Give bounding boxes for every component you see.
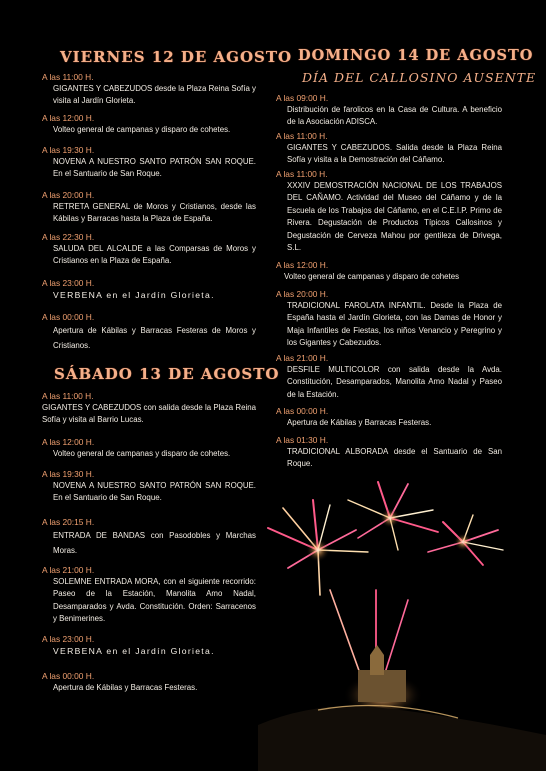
event-desc: Apertura de Kábilas y Barracas Festeras. (53, 683, 198, 692)
event-time: A las 11:00 H. (276, 169, 328, 179)
event-time: A las 20:15 H. (42, 517, 95, 527)
event-desc: SALUDA DEL ALCALDE a las Comparsas de Moros y Cristianos en la Plaza de España. (53, 244, 256, 266)
sunday-event-5 (276, 289, 502, 350)
saturday-event-7 (42, 671, 256, 694)
event-time: A las 11:00 H. (42, 391, 94, 401)
event-time: A las 20:00 H. (276, 289, 329, 299)
event-time: A las 00:00 H. (276, 406, 329, 416)
sunday-event-4 (276, 260, 502, 283)
friday-event-5 (42, 232, 256, 268)
event-time: A las 23:00 H. (42, 278, 95, 288)
saturday-event-5 (42, 565, 256, 626)
friday-event-4 (42, 190, 256, 226)
saturday-event-4 (42, 517, 256, 558)
event-time: A las 01:30 H. (276, 435, 329, 445)
event-time: A las 00:00 H. (42, 312, 95, 322)
sunday-title: DOMINGO 14 DE AGOSTO (298, 47, 534, 64)
event-time: A las 11:00 H. (276, 131, 328, 141)
event-desc: TRADICIONAL ALBORADA desde el Santuario de San Roque. (287, 447, 502, 469)
event-desc: Apertura de Kábilas y Barracas Festeras de Moros y Cristianos. (53, 326, 256, 350)
event-time: A las 09:00 H. (276, 93, 329, 103)
event-desc: DESFILE MULTICOLOR con salida desde la Avda. Constitución, Desamparados, Manolita Amo Nadal y Paseo de la Estación. (287, 365, 502, 399)
saturday-title: SÁBADO 13 DE AGOSTO (54, 365, 280, 383)
friday-event-2 (42, 113, 256, 136)
fireworks-image (258, 470, 546, 771)
event-time: A las 12:00 H. (42, 113, 95, 123)
event-time: A las 00:00 H. (42, 671, 95, 681)
event-desc: ENTRADA DE BANDAS con Pasodobles y Marchas Moras. (53, 531, 256, 555)
friday-event-7 (42, 312, 256, 353)
event-desc: Apertura de Kábilas y Barracas Festeras. (287, 418, 432, 427)
sunday-event-8 (276, 435, 502, 471)
sunday-event-1 (276, 93, 502, 129)
event-desc: GIGANTES Y CABEZUDOS desde la Plaza Reina Sofía y visita al Jardín Glorieta. (53, 84, 256, 106)
event-desc: Volteo general de campanas y disparo de cohetes (284, 272, 460, 281)
event-desc: VERBENA en el Jardín Glorieta. (53, 646, 215, 656)
event-desc: NOVENA A NUESTRO SANTO PATRÓN SAN ROQUE. En el Santuario de San Roque. (53, 481, 256, 503)
saturday-event-1 (42, 391, 256, 427)
firework-burst-right (428, 515, 503, 565)
friday-event-1 (42, 72, 256, 108)
sunday-event-6 (276, 353, 502, 401)
event-desc: Distribución de farolicos en la Casa de Cultura. A beneficio de la Asociación ADISCA. (287, 105, 502, 127)
firework-burst-center (348, 482, 438, 550)
sunday-event-2 (276, 131, 502, 167)
sunday-event-7 (276, 406, 502, 429)
event-time: A las 20:00 H. (42, 190, 95, 200)
event-desc: GIGANTES Y CABEZUDOS. Salida desde la Plaza Reina Sofía y visita a la Demostración del Cáñamo. (287, 143, 502, 165)
saturday-event-2 (42, 437, 256, 460)
friday-title: VIERNES 12 DE AGOSTO (60, 48, 293, 66)
event-desc: GIGANTES Y CABEZUDOS con salida desde la Plaza Reina Sofía y visita al Barrio Lucas. (42, 403, 256, 425)
event-desc: XXXIV DEMOSTRACIÓN NACIONAL DE LOS TRABAJOS DEL CAÑAMO. Actividad del Museo del Cáñamo y de la Escuela de los Trabajos del Cáñamo, en el C.E.I.P. Primo de Rivera. Degustación de Productos Típicos Callosinos y Degustación de Cerveza Mahou por gentileza de Drivega, S.L. (287, 181, 502, 253)
event-time: A las 11:00 H. (42, 72, 94, 82)
event-time: A las 19:30 H. (42, 145, 95, 155)
event-desc: Volteo general de campanas y disparo de cohetes. (53, 449, 231, 458)
event-time: A las 21:00 H. (276, 353, 329, 363)
event-time: A las 19:30 H. (42, 469, 95, 479)
event-time: A las 21:00 H. (42, 565, 95, 575)
sunday-event-3 (276, 169, 502, 254)
event-time: A las 22:30 H. (42, 232, 95, 242)
saturday-event-6 (42, 634, 256, 657)
event-desc: TRADICIONAL FAROLATA INFANTIL. Desde la Plaza de España hasta el Jardín Glorieta, con las Damas de Honor y Maja Infantiles de Fiestas, los niños Venancio y Peregrino y los Gigantes y Cabezudos. (287, 301, 502, 348)
event-desc: RETRETA GENERAL de Moros y Cristianos, desde las Kábilas y Barracas hasta la Plaza de España. (53, 202, 256, 224)
event-desc: Volteo general de campanas y disparo de cohetes. (53, 125, 231, 134)
event-desc: SOLEMNE ENTRADA MORA, con el siguiente recorrido: Paseo de la Estación, Manolita Amo Nadal, Desamparados y Avda. Constitución. Orden: Sarracenos y Benimerines. (53, 577, 256, 624)
saturday-event-3 (42, 469, 256, 505)
event-time: A las 12:00 H. (42, 437, 95, 447)
friday-event-3 (42, 145, 256, 181)
firework-burst-left (268, 500, 368, 595)
castle-silhouette (258, 645, 546, 771)
event-time: A las 12:00 H. (276, 260, 329, 270)
friday-event-6 (42, 278, 256, 301)
event-desc: VERBENA en el Jardín Glorieta. (53, 290, 215, 300)
sunday-subtitle: DÍA DEL CALLOSINO AUSENTE (302, 70, 537, 85)
event-desc: NOVENA A NUESTRO SANTO PATRÓN SAN ROQUE. En el Santuario de San Roque. (53, 157, 256, 179)
event-time: A las 23:00 H. (42, 634, 95, 644)
